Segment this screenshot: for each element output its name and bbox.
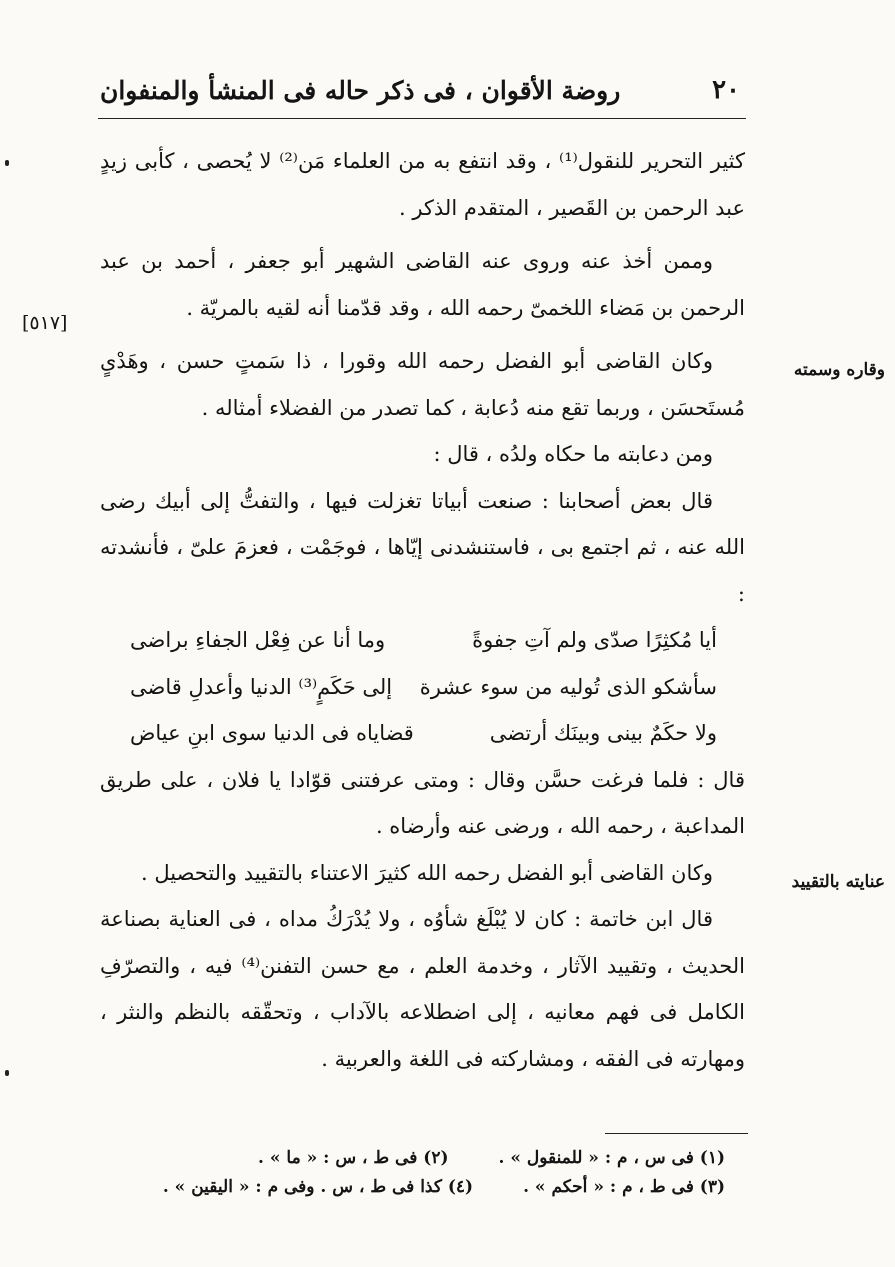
- footnote-3: (٣) فى ط ، م : « أحكم » .: [523, 1177, 725, 1197]
- running-title: روضة الأقوان ، فى ذكر حاله فى المنشأ والمنفوان: [100, 75, 621, 105]
- scan-mark: [5, 1070, 9, 1076]
- verse-second-hemistich: إلى حَكَمٍ⁽³⁾ الدنيا وأعدلِ قاضى: [130, 674, 393, 699]
- footnotes: [100, 1144, 725, 1202]
- paragraph: وكان القاضى أبو الفضل رحمه الله وقورا ، ذا سَمتٍ حسن ، وهَدْىٍ مُستَحسَن ، وربما تقع منه دُعابة ، كما تصدر من الفضلاء أمثاله .: [100, 349, 745, 420]
- footnote-row: [100, 1144, 725, 1173]
- verse-line: [100, 664, 745, 711]
- header-rule: [98, 118, 746, 119]
- paragraph: وكان القاضى أبو الفضل رحمه الله كثيرَ الاعتناء بالتقييد والتحصيل .: [140, 860, 713, 885]
- footnote-row: [100, 1173, 725, 1202]
- main-text: [100, 138, 745, 1082]
- margin-note-demeanor: وقاره وسمته: [793, 360, 885, 380]
- footnote-2: (٢) فى ط ، س : « ما » .: [258, 1148, 449, 1168]
- footnote-rule: [605, 1133, 748, 1134]
- paragraph: قال : فلما فرغت حسَّن وقال : ومتى عرفتنى قوّادا يا فلان ، على طريق المداعبة ، رحمه الله ، ورضى عنه وأرضاه .: [100, 767, 745, 838]
- margin-note-attention: عنايته بالتقييد: [791, 872, 885, 892]
- paragraph: كثير التحرير للنقول⁽¹⁾ ، وقد انتفع به من العلماء مَن⁽²⁾ لا يُحصى ، كأبى زيدٍ عبد الرحمن بن القَصير ، المتقدم الذكر .: [100, 149, 746, 220]
- scan-mark: [5, 160, 9, 166]
- verse-second-hemistich: قضاياه فى الدنيا سوى ابنِ عياض: [130, 721, 414, 745]
- footnote-1: (١) فى س ، م : « للمنقول » .: [498, 1148, 725, 1168]
- verse-first-hemistich: سأشكو الذى تُوليه من سوء عشرة: [419, 674, 717, 699]
- paragraph: قال ابن خاتمة : كان لا يُبْلَغ شأوُه ، ولا يُدْرَكُ مداه ، فى العناية بصناعة الحديث ، وتقييد الآثار ، وخدمة العلم ، مع حسن التفنن⁽⁴⁾ فيه ، والتصرّفِ الكامل فى فهم معانيه ، إلى اضطلاعه بالآداب ، وتحقّقه بالنظم والنثر ، ومهارته فى الفقه ، ومشاركته فى اللغة والعربية .: [100, 907, 746, 1071]
- paragraph: ومن دعابته ما حكاه ولدُه ، قال :: [433, 442, 713, 466]
- verse-first-hemistich: ولا حكَمٌ بينى وبينَك أرتضى: [489, 721, 717, 745]
- running-header: [100, 70, 740, 110]
- page-number: ٢٠: [712, 75, 740, 105]
- verse-line: [100, 710, 745, 757]
- footnote-4: (٤) كذا فى ط ، س . وفى م : « اليقين » .: [162, 1177, 474, 1197]
- paragraph: وممن أخذ عنه وروى عنه القاضى الشهير أبو جعفر ، أحمد بن عبد الرحمن بن مَضاء اللخمىّ رحمه الله ، وقد قدّمنا أنه لقيه بالمريّة .: [100, 249, 745, 320]
- verse-second-hemistich: وما أنا عن فِعْل الجفاءِ براضى: [130, 628, 386, 652]
- verse-first-hemistich: أيا مُكثِرًا صدّى ولم آتِ جفوةً: [472, 628, 717, 652]
- paragraph: قال بعض أصحابنا : صنعت أبياتا تغزلت فيها ، والتفتُّ إلى أبيك رضى الله عنه ، ثم اجتمع بى ، فاستنشدنى إيّاها ، فوجَمْت ، فعزمَ علىّ ، فأنشدته :: [100, 488, 745, 606]
- original-page-reference: [٥١٧]: [22, 312, 68, 334]
- verse-line: [100, 617, 745, 664]
